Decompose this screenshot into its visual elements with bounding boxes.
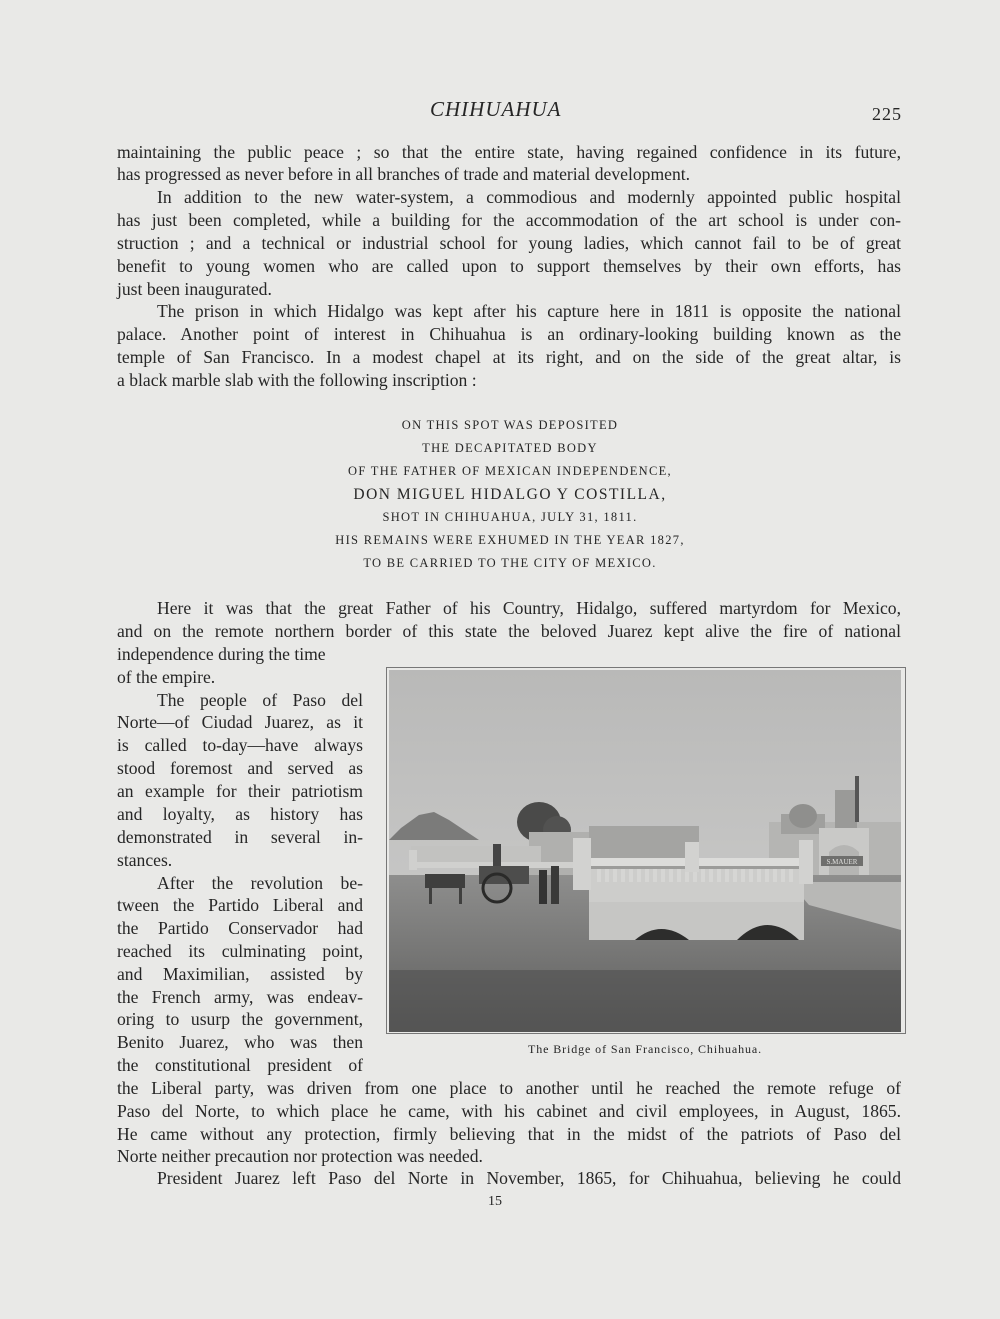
bridge-photograph xyxy=(389,670,901,1032)
running-title: CHIHUAHUA xyxy=(430,97,562,121)
text-line: President Juarez left Paso del Norte in November, 1865, for Chihuahua, believing he could xyxy=(157,1168,901,1188)
text-line: the Partido Conservador had xyxy=(117,918,363,938)
text-line: and Maximilian, assisted by xyxy=(117,964,363,984)
gate-sign-text: S.MAUER xyxy=(826,858,858,866)
text-line: maintaining the public peace ; so that the entire state, having regained confidence in its future, xyxy=(117,142,901,162)
text-line: the French army, was endeav- xyxy=(117,987,363,1007)
text-line: oring to usurp the government, xyxy=(117,1009,363,1029)
page-number: 225 xyxy=(872,104,902,124)
text-line: stances. xyxy=(117,850,173,870)
text-line: temple of San Francisco. In a modest chapel at its right, and on the side of the great altar, is xyxy=(117,347,901,367)
text-line: and loyalty, as history has xyxy=(117,804,363,824)
text-line: demonstrated in several in- xyxy=(117,827,363,847)
text-line: struction ; and a technical or industrial school for young ladies, which cannot fail to be of great xyxy=(117,233,901,253)
text-line: Here it was that the great Father of his Country, Hidalgo, suffered martyrdom for Mexico, xyxy=(157,598,901,618)
text-line: In addition to the new water-system, a commodious and modernly appointed public hospital xyxy=(157,187,901,207)
text-line: has progressed as never before in all branches of trade and material development. xyxy=(117,164,691,184)
text-line: The people of Paso del xyxy=(157,690,363,710)
text-line: and on the remote northern border of this state the beloved Juarez kept alive the fire of national xyxy=(117,621,901,641)
text-line: Norte—of Ciudad Juarez, as it xyxy=(117,712,363,732)
text-line: palace. Another point of interest in Chihuahua is an ordinary-looking building known as the xyxy=(117,324,901,344)
text-line: an example for their patriotism xyxy=(117,781,363,801)
inscription-line: OF THE FATHER OF MEXICAN INDEPENDENCE, xyxy=(348,464,672,478)
text-line: is called to-day—have always xyxy=(117,735,363,755)
text-line: reached its culminating point, xyxy=(117,941,363,961)
signature-mark: 15 xyxy=(488,1194,502,1209)
text-line: of the empire. xyxy=(117,667,216,687)
figure-caption: The Bridge of San Francisco, Chihuahua. xyxy=(527,1042,763,1056)
text-line: tween the Partido Liberal and xyxy=(117,895,363,915)
inscription-line: HIS REMAINS WERE EXHUMED IN THE YEAR 1827, xyxy=(335,533,685,547)
text-line: After the revolution be- xyxy=(157,873,363,893)
text-line: Benito Juarez, who was then xyxy=(117,1032,363,1052)
text-line: the constitutional president of xyxy=(117,1055,363,1075)
text-line: stood foremost and served as xyxy=(117,758,363,778)
text-line: Norte neither precaution nor protection was needed. xyxy=(117,1146,483,1166)
text-line: Paso del Norte, to which place he came, with his cabinet and civil employees, in August, 1865. xyxy=(117,1101,901,1121)
text-line: He came without any protection, firmly believing that in the midst of the patriots of Paso del xyxy=(117,1124,901,1144)
text-line: the Liberal party, was driven from one place to another until he reached the remote refuge of xyxy=(117,1078,901,1098)
text-line: just been inaugurated. xyxy=(117,279,272,299)
text-line: has just been completed, while a building for the accommodation of the art school is under con- xyxy=(117,210,901,230)
text-line: The prison in which Hidalgo was kept after his capture here in 1811 is opposite the national xyxy=(157,301,901,321)
inscription-line: THE DECAPITATED BODY xyxy=(422,441,598,455)
inscription-line: SHOT IN CHIHUAHUA, JULY 31, 1811. xyxy=(382,510,638,524)
text-line: benefit to young women who are called upon to support themselves by their own efforts, has xyxy=(117,256,901,276)
text-line: a black marble slab with the following inscription : xyxy=(117,370,477,390)
inscription-line: TO BE CARRIED TO THE CITY OF MEXICO. xyxy=(363,556,657,570)
text-line: independence during the time xyxy=(117,644,326,664)
inscription-line: DON MIGUEL HIDALGO Y COSTILLA, xyxy=(353,486,667,503)
inscription-line: ON THIS SPOT WAS DEPOSITED xyxy=(401,418,619,432)
